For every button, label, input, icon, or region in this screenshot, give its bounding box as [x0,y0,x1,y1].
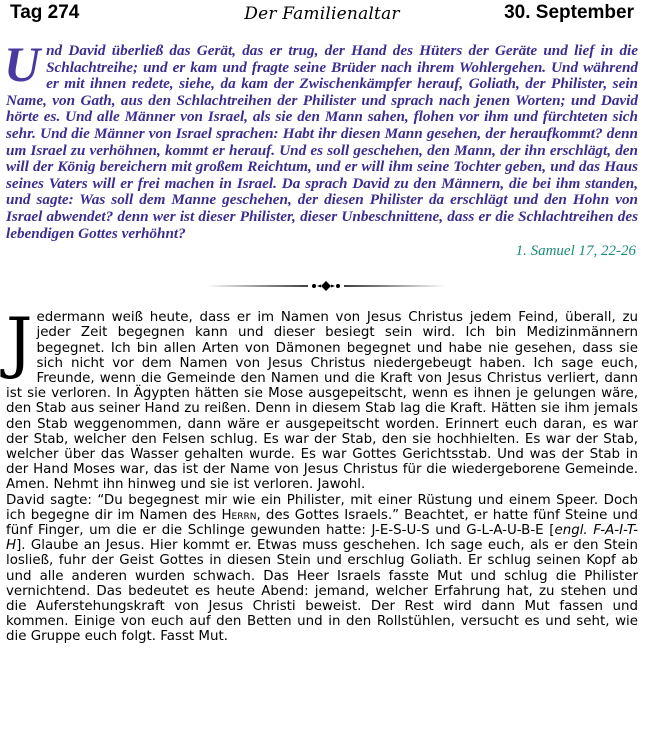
scripture-passage [4,36,638,242]
page-header [6,0,638,30]
english-note: engl. F-A-I-T-H [6,522,638,554]
paragraph-2-text-c: ]. Glaube an Jesus. Hier kommt er. Etwas muss geschehen. Ich sage euch, als er den Stein losließ, fuhr der Geist Gottes in diesen Stein und erschlug Goliath. Er schlug seinen Kopf ab und alle anderen wurden schwach. Das Heer Israels fasste Mut und schlug die Philister vernichtend. Das bedeutet es heute Abend: jemand, welcher Erfahrung hat, zu stehen und die Auferstehungskraft von Jesus Christi beweist. Der Rest wird dann Mut fassen und kommen. Einige von euch auf den Betten und in den Rollstühlen, versucht es und seht, wie die Gruppe euch folgt. Fasst Mut. [6,538,638,645]
lord-smallcaps: Herrn [221,507,257,523]
divider-ornament [6,276,638,296]
paragraph-2 [6,493,638,645]
paragraph-2-text-a: David sagte: “Du begegnest mir wie ein Philister, mit einer Rüstung und einem Speer. Doch ich begegne dir im Namen des [6,492,638,523]
paragraph-1-text: edermann weiß heute, dass er im Namen von Jesus Christus jedem Feind, überall, zu jeder Zeit begegnen kann und dieser besiegt sein wird. Ich bin Medizinmännern begegnet. Ich bin allen Arten von Dämonen begegnet und habe nie gesehen, dass sie sich nicht vor dem Namen von Jesus Christus niedergebeugt haben. Ich sage euch, Freunde, wenn die Gemeinde den Namen und die Kraft von Jesus Christus verliert, dann ist sie verloren. In Ägypten hätten sie Mose ausgepeitscht, wenn es ihnen je gelungen wäre, den Stab aus seiner Hand zu reißen. Denn in diesem Stab lag die Kraft. Hätten sie ihm jemals den Stab weggenommen, dann wäre er ausgepeitscht worden. Erinnert euch daran, es war der Stab, welcher den Felsen schlug. Es war der Stab, den sie hochhielten. Es war der Stab, welcher über das Wasser gehalten wurde. Es war Gottes Gerichtsstab. Und was der Stab in der Hand Moses war, das ist der Name von Jesus Christus für die wiedergeborene Gemeinde. Amen. Nehmt ihn hinweg und sie ist verloren. Jawohl. [6,310,638,493]
day-number: Tag 274 [10,2,80,23]
book-title: Der Familienaltar [244,4,400,24]
scripture-text: nd David überließ das Gerät, das er trug, der Hand des Hüters der Geräte und lief in die Schlachtreihe; und er kam und fragte seine Brüder nach ihrem Wohlergehen. Und während er mit ihnen redete, siehe, da kam der Zwischenkämpfer herauf, Goliath, der Philister, sein Name, von Gath, aus den Schlachtreihen der Philister und sprach nach jenen Worten; und David hörte es. Und alle Männer von Israel, als sie den Mann sahen, flohen vor ihm und fürchteten sich sehr. Und die Männer von Israel sprachen: Habt ihr diesen Mann gesehen, der heraufkommt? denn um Israel zu verhöhnen, kommt er herauf. Und es soll geschehen, den Mann, der ihn erschlägt, den will der König bereichern mit großem Reichtum, und er will ihm seine Tochter geben, und das Haus seines Vaters will er frei machen in Israel. Da sprach David zu den Männern, die bei ihm standen, und sagte: Was soll dem Manne geschehen, der diesen Philister da erschlägt und den Hohn von Israel abwendet? denn wer ist dieser Philister, dieser Unbeschnittene, dass er die Schlachtreihen des lebendigen Gottes verhöhnt? [6,42,638,242]
page-date: 30. September [504,2,634,23]
paragraph-1 [6,304,638,493]
body-drop-cap: J [6,304,33,382]
paragraph-2-text-b: , des Gottes Israels.” Beachtet, er hatte fünf Steine und fünf Finger, um die er die Schlinge gewunden hatte: J-E-S-U-S und G-L-A-U-B-E [ [6,507,638,538]
devotional-text [6,304,638,645]
scripture-reference: 1. Samuel 17, 22-26 [515,243,636,260]
scripture-drop-cap: U [4,36,41,92]
ornament-flourish-icon [204,280,448,292]
